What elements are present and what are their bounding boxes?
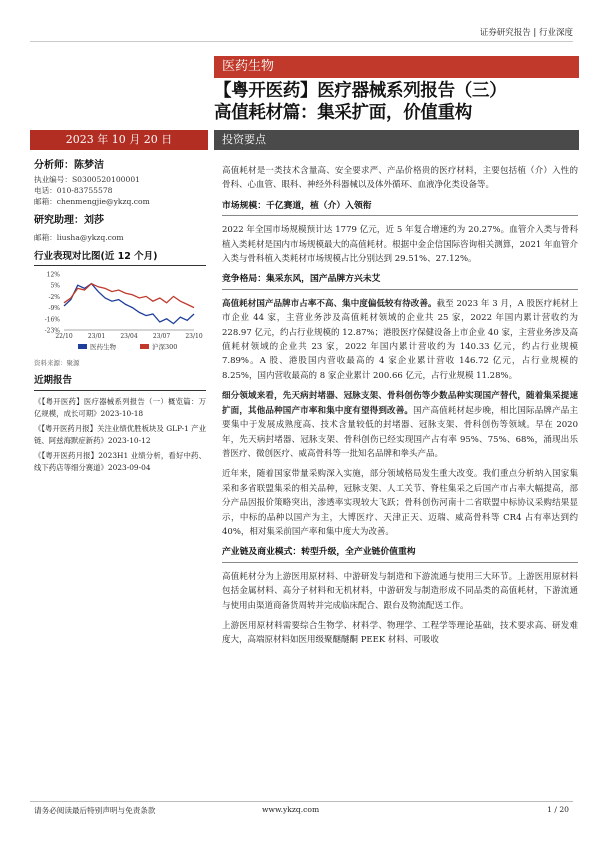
- sidebar: [34, 160, 206, 477]
- series-line-index: [64, 283, 194, 307]
- x-tick-label: 23/10: [185, 332, 203, 340]
- analyst-phone: 电话：010-83755578: [34, 185, 113, 195]
- report-date: 2023 年 10 月 20 日: [30, 130, 208, 150]
- intro-paragraph: 高值耗材是一类技术含量高、安全要求严、产品价格贵的医疗材料，主要包括植（介）入性的骨科、心血管、眼科、神经外科器械以及体外循环、血液净化类设备等。: [222, 166, 578, 191]
- report-title-line2: 高值耗材篇：集采扩面，价值重构: [214, 103, 472, 123]
- competition-p2-lead: 细分领域来看，先天病封堵器、冠脉支架、骨科创伤等少数品种实现国产替代，随着集采提速扩面，其他品种国产市率和集中度有望得到改善。: [222, 391, 578, 416]
- y-tick-label: 12%: [46, 271, 60, 278]
- legend-swatch: [140, 344, 149, 349]
- analyst-label: 分析师：陈梦洁: [34, 160, 104, 171]
- header-divider: [30, 41, 573, 42]
- recent-report-item[interactable]: 《【粤开医药月报】2023H1 业绩分析，看好中药、线下药店等细分赛道》2023-09-04: [34, 450, 206, 472]
- x-tick-label: 23/04: [120, 332, 138, 340]
- sector-tag: 医药生物: [214, 56, 579, 78]
- legend-swatch: [78, 344, 87, 349]
- assistant-label: 研究助理：刘莎: [34, 214, 104, 226]
- x-tick-label: 23/07: [152, 332, 171, 340]
- y-tick-label: 5%: [50, 282, 60, 290]
- main-content: [222, 164, 578, 654]
- section-label: 投资要点: [214, 130, 579, 150]
- legend-label: 沪深300: [152, 342, 178, 351]
- analyst-email[interactable]: 邮箱：chenmengjie@ykzq.com: [34, 196, 150, 206]
- footer-website[interactable]: www.ykzq.com: [262, 805, 320, 814]
- y-tick-label: -23%: [44, 327, 60, 334]
- perf-chart-svg: [34, 268, 206, 356]
- y-tick-label: -16%: [44, 315, 60, 323]
- perf-chart: [34, 268, 206, 356]
- competition-p1-body: 截至 2023 年 3 月，A 股医疗耗材上市企业 44 家，主营业务涉及高值耗材领域的企业共 25 家，2022 年国内累计营收约为 228.97 亿元，约占行业规模的 12.87%；港股医疗保健设备上市企业 40 家，主营业务涉及高值耗材领域的企业共 23 家，2022 年国内累计营收约为 140.33 亿元，约占行业规模 7.89%。A 股、港股国内营收最高的 4 家企业累计营收 146.72 亿元，占行业规模的 8.25%，国内营收最高的 8 家企业累计 200.66 亿元，占行业规模 11.28%。: [222, 298, 578, 381]
- footer-disclaimer: 请务必阅读最后特别声明与免责条款: [34, 806, 156, 815]
- section-heading-competition: 竞争格局：集采东风，国产品牌方兴未艾: [222, 272, 578, 289]
- report-type-label: 证券研究报告 | 行业深度: [479, 28, 573, 38]
- footer-divider: [30, 801, 573, 802]
- assistant-email[interactable]: 邮箱：liusha@ykzq.com: [34, 233, 124, 242]
- competition-paragraph-1: [222, 297, 578, 383]
- y-tick-label: -2%: [48, 293, 60, 301]
- recent-report-item[interactable]: 《【粤开医药】医疗器械系列报告（一）概览篇：万亿规模，成长可期》2023-10-18: [34, 396, 206, 418]
- competition-paragraph-3: 近年来，随着国家带量采购深入实施，部分领域格局发生重大改变。我们重点分析纳入国家集采和多省联盟集采的相关品种，冠脉支架、人工关节、脊柱集采之后国产市占率大幅提高，部分产品因报价策略突出，渗透率实现较大飞跃；骨科创伤河南十二省联盟中标协议采购结果显示，中标的品种以国产为主，大博医疗、天津正天、迈瑞、威高骨科等 CR4 占有率达到约 40%，相对集采前国产率和集中度大为改善。: [222, 469, 578, 537]
- section-heading-industry-chain: 产业链及商业模式：转型升级，全产业链价值重构: [222, 545, 578, 562]
- perf-chart-title: 行业表现对比图(近 12 个月): [34, 251, 206, 266]
- report-title-line1: 【粤开医药】医疗器械系列报告（三）: [214, 81, 507, 101]
- competition-p1-lead: 高值耗材国产品牌市占率不高、集中度偏低较有待改善。: [222, 298, 437, 309]
- market-size-paragraph: 2022 年全国市场规模预计达 1779 亿元，近 5 年复合增速约为 20.27%。血管介入类与骨科植入类耗材是国内市场规模最大的高值耗材。根据中金企信国际咨询相关测算，2021 年血管介入类与骨科植入类耗材市场规模占比分别达到 29.51%、27.12%。: [222, 225, 578, 265]
- recent-report-item[interactable]: 《【粤开医药月报】关注业绩优胜板块及 GLP-1 产业链、阿兹海默症新药》2023-10-12: [34, 423, 206, 445]
- chart-source: 资料来源：聚源: [34, 358, 80, 367]
- section-heading-market-size: 市场规模：千亿赛道，植（介）入领衔: [222, 199, 578, 216]
- page-number: 1 / 20: [547, 805, 569, 814]
- y-tick-label: -9%: [48, 304, 60, 312]
- x-tick-label: 22/10: [55, 332, 73, 340]
- legend-label: 医药生物: [90, 342, 116, 351]
- report-title: [214, 80, 584, 124]
- industry-chain-paragraph-1: 高值耗材分为上游医用原材料、中游研发与制造和下游流通与使用三大环节。上游医用原材料包括金属材料、高分子材料和无机材料，中游研发与制造形成不同品类的高值耗材，下游流通与使用由渠道商备货周转并完成临床配合、跟台及物流配送工作。: [222, 571, 578, 611]
- analyst-license: 执业编号：S0300520100001: [34, 174, 140, 184]
- competition-p2-body: 国产高值耗材起步晚，相比国际品牌产品主要集中于发展成熟度高、技术含量较低的封堵器、冠脉支架、骨科创伤等领域。早在 2020 年，先天病封堵器、冠脉支架、骨科创伤已经实现国产占有率 95%、75%、68%，涌现出乐普医疗、微创医疗、威高骨科等一批知名品牌和拳头产品。: [222, 405, 578, 459]
- x-tick-label: 23/01: [87, 332, 106, 340]
- industry-chain-paragraph-2: 上游医用原材料需要综合生物学、材料学、物理学、工程学等理论基础，技术要求高、研发难度大，高端原材料如医用级聚醚醚酮 PEEK 材料、可吸收: [222, 620, 578, 646]
- competition-paragraph-2: [222, 389, 578, 461]
- recent-reports-title: 近期报告: [34, 375, 206, 391]
